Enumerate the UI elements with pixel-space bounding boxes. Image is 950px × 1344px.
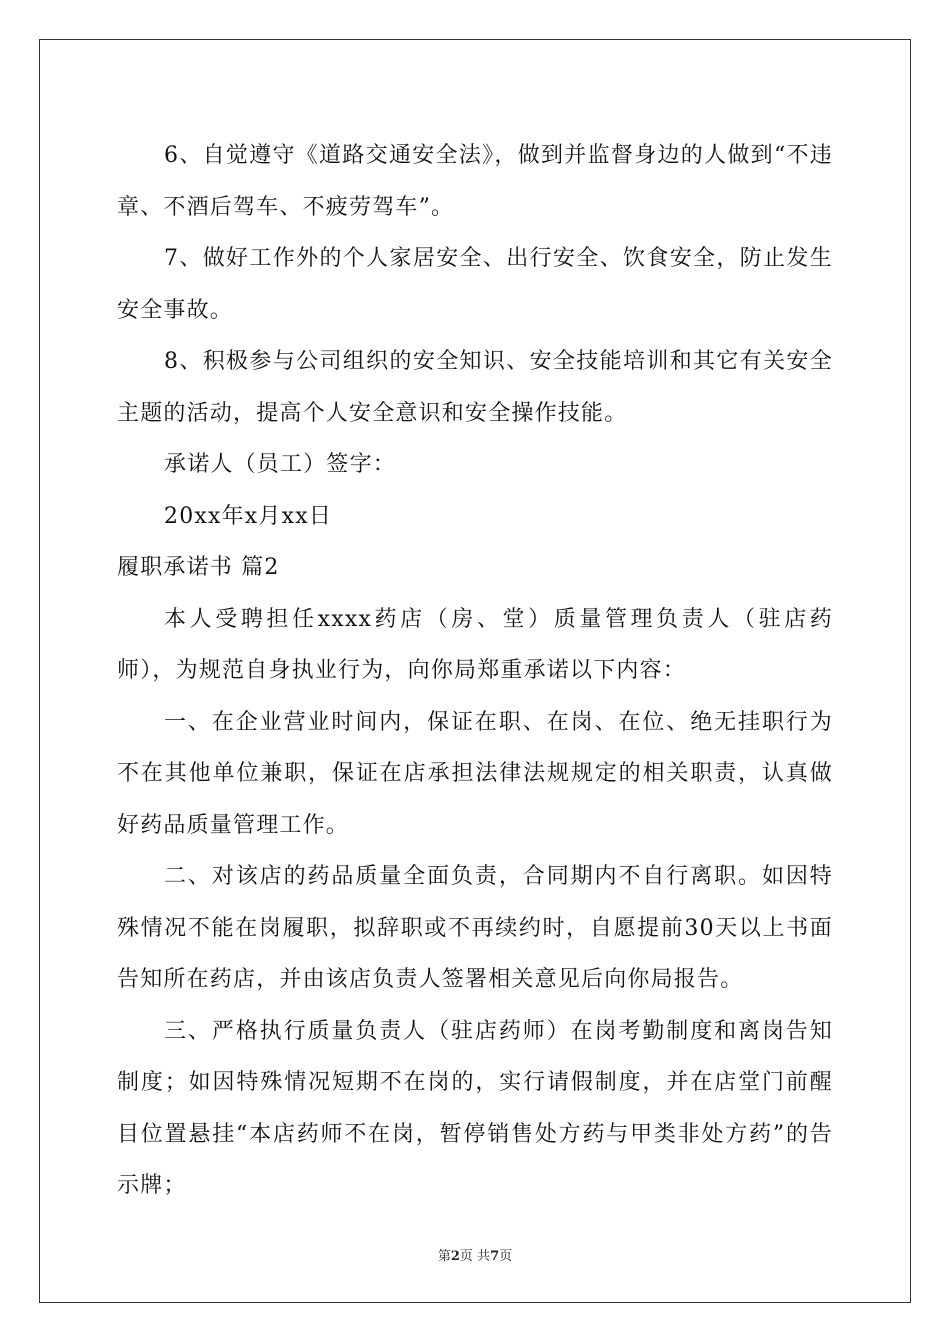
page-footer	[0, 1245, 950, 1264]
footer-suffix: 页	[499, 1249, 513, 1264]
intro-paragraph: 本人受聘担任xxxx药店（房、堂）质量管理负责人（驻店药师），为规范自身执业行为，向你局郑重承诺以下内容：	[117, 606, 833, 683]
paragraph-item-8: 8、积极参与公司组织的安全知识、安全技能培训和其它有关安全主题的活动，提高个人安全意识和安全操作技能。	[117, 349, 833, 426]
date-line: 20xx年x月xx日	[164, 503, 333, 529]
footer-total-pages: 7	[490, 1249, 500, 1264]
section-heading: 履职承诺书 篇2	[117, 555, 280, 580]
clause-three: 三、严格执行质量负责人（驻店药师）在岗考勤制度和离岗告知制度；如因特殊情况短期不在岗的，实行请假制度，并在店堂门前醒目位置悬挂“本店药师不在岗，暂停销售处方药与甲类非处方药”的告示牌；	[117, 1018, 833, 1198]
footer-prefix: 第	[437, 1249, 451, 1264]
clause-one: 一、在企业营业时间内，保证在职、在岗、在位、绝无挂职行为不在其他单位兼职，保证在店承担法律法规规定的相关职责，认真做好药品质量管理工作。	[117, 709, 833, 838]
footer-current-page: 2	[450, 1249, 460, 1264]
paragraph-item-7: 7、做好工作外的个人家居安全、出行安全、饮食安全，防止发生安全事故。	[117, 246, 833, 323]
document-body	[117, 130, 833, 1212]
signature-line: 承诺人（员工）签字：	[164, 452, 397, 477]
paragraph-item-6: 6、自觉遵守《道路交通安全法》，做到并监督身边的人做到“不违章、不酒后驾车、不疲劳驾车”。	[117, 143, 833, 220]
clause-two: 二、对该店的药品质量全面负责，合同期内不自行离职。如因特殊情况不能在岗履职，拟辞职或不再续约时，自愿提前30天以上书面告知所在药店，并由该店负责人签署相关意见后向你局报告。	[117, 864, 833, 992]
footer-mid: 页 共	[459, 1249, 491, 1264]
